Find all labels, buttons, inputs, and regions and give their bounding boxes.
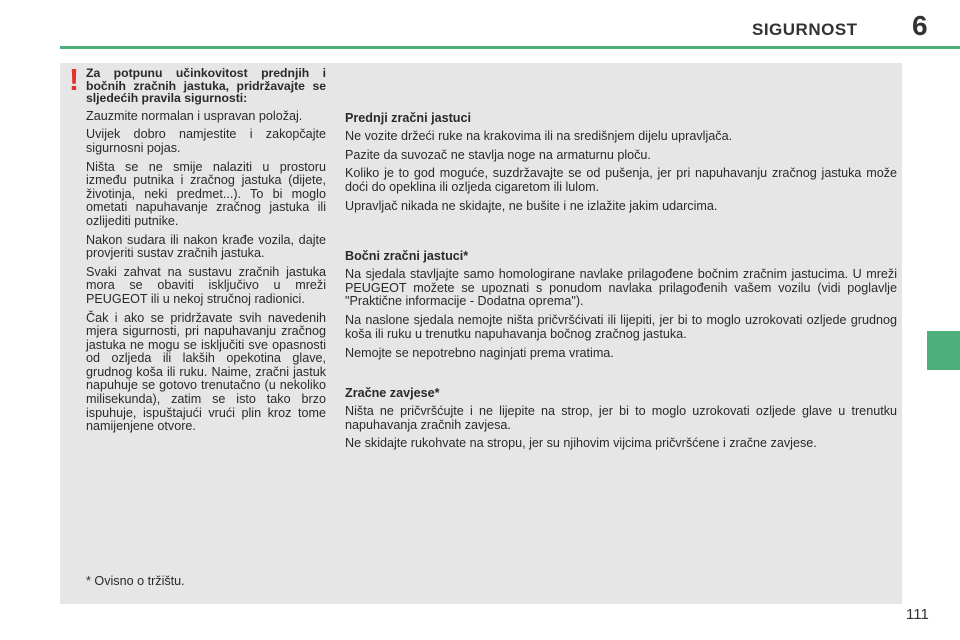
chapter-title: SIGURNOST — [752, 20, 858, 39]
warning-paragraph: Svaki zahvat na sustavu zračnih jastuka mora se obaviti isključivo u mreži PEUGEOT ili u nekoj stručnoj radionici. — [86, 264, 326, 306]
section-title: Prednji zračni jastuci — [345, 111, 471, 125]
warning-paragraph: Nakon sudara ili nakon krađe vozila, dajte provjeriti sustav zračnih jastuka. — [86, 232, 326, 261]
section-paragraph: Koliko je to god moguće, suzdržavajte se od pušenja, jer pri napuhavanju zračnog jastuka može doći do opeklina ili ozljeda cigaretom ili lulom. — [345, 166, 897, 195]
warning-paragraph: Čak i ako se pridržavate svih navedenih mjera sigurnosti, pri napuhavanju zračnog jastuka ne mogu se isključiti sve opasnosti od ozljeda ili lakših opekotina glave, grudnog koša ili ruku. Naime, zračni jastuk napuhuje se gotovo trenutačno (u nekoliko milisekunda), zatim se isto tako brzo ispuhuje, ispuštajući vrući plin kroz tome namijenjene otvore. — [86, 310, 326, 434]
warning-heading: Za potpunu učinkovitost prednjih i bočnih zračnih jastuka, pridržavajte se sljedećih pravila sigurnosti: — [86, 66, 326, 106]
section-side-airbags — [345, 250, 897, 366]
warning-column — [86, 67, 326, 439]
section-paragraph: Pazite da suvozač ne stavlja noge na armaturnu ploču. — [345, 147, 651, 162]
section-title: Zračne zavjese* — [345, 386, 440, 400]
section-front-airbags — [345, 112, 897, 219]
section-curtain-airbags — [345, 387, 897, 456]
warning-paragraph: Ništa se ne smije nalaziti u prostoru između putnika i zračnog jastuka (dijete, životinja, neki predmet...). To bi moglo ometati napuhavanje zračnog jastuka ili ozlijediti putnike. — [86, 159, 326, 228]
section-paragraph: Na sjedala stavljajte samo homologirane navlake prilagođene bočnim zračnim jastucima. U mreži PEUGEOT možete se upoznati s ponudom navlaka prilagođenih vašem vozilu (vidi poglavlje "Praktične informacije - Dodatna oprema"). — [345, 266, 897, 309]
warning-paragraph: Zauzmite normalan i uspravan položaj. — [86, 108, 303, 123]
chapter-number: 6 — [912, 10, 928, 41]
page-number: 111 — [906, 606, 929, 623]
chapter-side-tab — [927, 331, 960, 370]
section-paragraph: Na naslone sjedala nemojte ništa pričvršćivati ili lijepiti, jer bi to moglo uzrokovati ozljede grudnog koša ili ruku u trenutku napuhavanja bočnog zračnog jastuka. — [345, 313, 897, 341]
section-paragraph: Ne skidajte rukohvate na stropu, jer su njihovim vijcima pričvršćene i zračne zavjese. — [345, 436, 817, 451]
section-paragraph: Ništa ne pričvršćujte i ne lijepite na strop, jer bi to moglo uzrokovati ozljede glave u trenutku napuhavanja zračnih zavjesa. — [345, 403, 897, 432]
exclamation-icon: ! — [68, 62, 80, 97]
section-paragraph: Ne vozite držeći ruke na krakovima ili na središnjem dijelu upravljača. — [345, 128, 733, 143]
header-rule — [60, 46, 960, 49]
warning-paragraph: Uvijek dobro namjestite i zakopčajte sigurnosni pojas. — [86, 127, 326, 155]
section-paragraph: Upravljač nikada ne skidajte, ne bušite i ne izlažite jakim udarcima. — [345, 198, 718, 213]
section-paragraph: Nemojte se nepotrebno naginjati prema vratima. — [345, 345, 614, 360]
footnote: * Ovisno o tržištu. — [86, 574, 185, 588]
section-title: Bočni zračni jastuci* — [345, 249, 469, 263]
